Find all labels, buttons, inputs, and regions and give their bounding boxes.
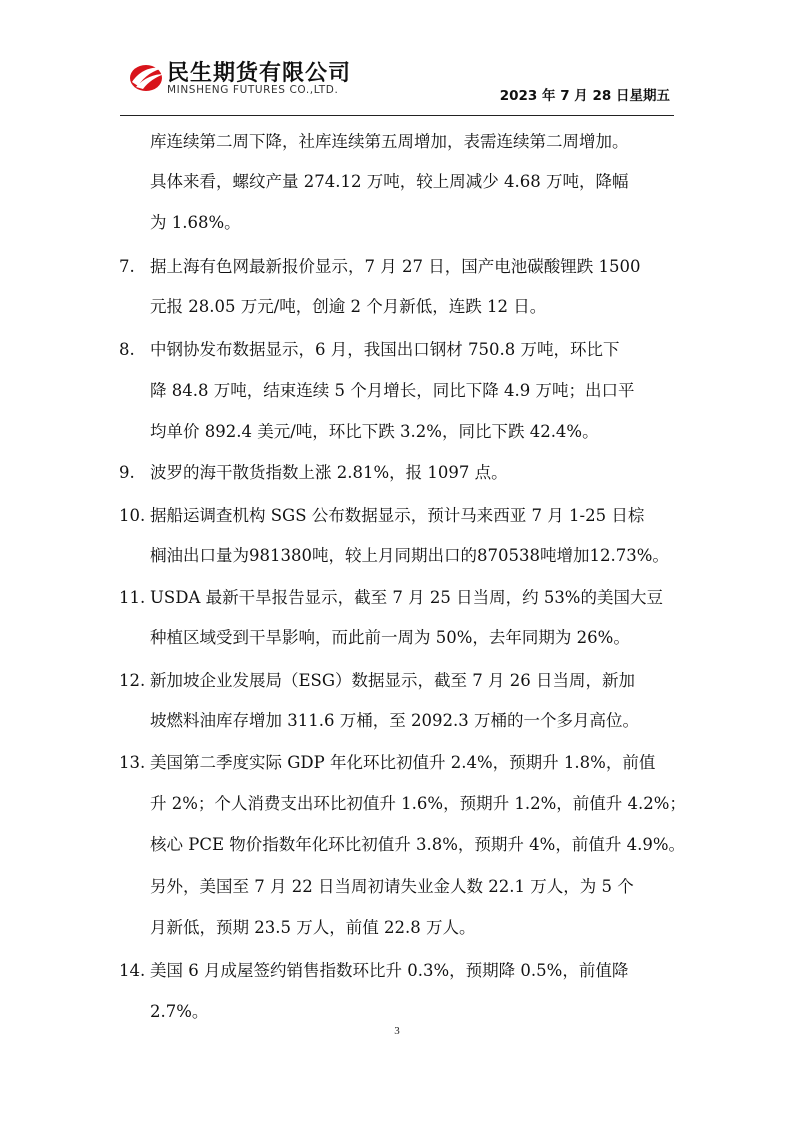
item-number: 11. xyxy=(119,588,146,607)
item-number: 13. xyxy=(119,753,146,772)
paragraph-line: 均单价 892.4 美元/吨，环比下跌 3.2%，同比下跌 42.4%。 xyxy=(150,422,599,441)
item-number: 14. xyxy=(119,961,146,980)
company-name-en: MINSHENG FUTURES CO.,LTD. xyxy=(167,84,339,96)
paragraph-line: 升 2%；个人消费支出环比初值升 1.6%，预期升 1.2%，前值升 4.2%； xyxy=(150,794,686,813)
company-name-cn: 民生期货有限公司 xyxy=(167,61,352,86)
minsheng-logo-icon xyxy=(126,56,166,96)
paragraph-line: 美国第二季度实际 GDP 年化环比初值升 2.4%，预期升 1.8%，前值 xyxy=(150,753,656,772)
paragraph-line: 元报 28.05 万元/吨，创逾 2 个月新低，连跌 12 日。 xyxy=(150,297,547,316)
paragraph-line: 核心 PCE 物价指数年化环比初值升 3.8%，预期升 4%，前值升 4.9%。 xyxy=(150,835,686,854)
paragraph-line: 另外，美国至 7 月 22 日当周初请失业金人数 22.1 万人，为 5 个 xyxy=(150,877,634,896)
paragraph-line: 坡燃料油库存增加 311.6 万桶，至 2092.3 万桶的一个多月高位。 xyxy=(150,711,639,730)
paragraph-line: 中钢协发布数据显示，6 月，我国出口钢材 750.8 万吨，环比下 xyxy=(150,340,620,359)
item-number: 9. xyxy=(119,463,135,482)
paragraph-line: USDA 最新干旱报告显示，截至 7 月 25 日当周，约 53%的美国大豆 xyxy=(150,588,663,607)
paragraph-line: 新加坡企业发展局（ESG）数据显示，截至 7 月 26 日当周，新加 xyxy=(150,671,636,690)
item-number: 12. xyxy=(119,671,146,690)
paragraph-line: 2.7%。 xyxy=(150,1002,209,1021)
paragraph-line: 为 1.68%。 xyxy=(150,213,241,232)
item-number: 7. xyxy=(119,257,135,276)
paragraph-line: 波罗的海干散货指数上涨 2.81%，报 1097 点。 xyxy=(150,463,508,482)
item-number: 10. xyxy=(119,506,146,525)
page-number: 3 xyxy=(394,1025,400,1037)
paragraph-line: 降 84.8 万吨，结束连续 5 个月增长，同比下降 4.9 万吨；出口平 xyxy=(150,381,635,400)
item-number: 8. xyxy=(119,340,135,359)
paragraph-line: 种植区域受到干旱影响，而此前一周为 50%，去年同期为 26%。 xyxy=(150,628,630,647)
paragraph-line: 具体来看，螺纹产量 274.12 万吨，较上周减少 4.68 万吨，降幅 xyxy=(150,172,629,191)
paragraph-line: 据上海有色网最新报价显示，7 月 27 日，国产电池碳酸锂跌 1500 xyxy=(150,257,641,276)
paragraph-line: 据船运调查机构 SGS 公布数据显示，预计马来西亚 7 月 1-25 日棕 xyxy=(150,506,645,525)
report-date: 2023 年 7 月 28 日星期五 xyxy=(499,88,670,104)
header-divider xyxy=(120,115,674,116)
paragraph-line: 月新低，预期 23.5 万人，前值 22.8 万人。 xyxy=(150,918,476,937)
paragraph-line: 美国 6 月成屋签约销售指数环比升 0.3%，预期降 0.5%，前值降 xyxy=(150,961,629,980)
page-header xyxy=(0,0,794,120)
paragraph-line: 榈油出口量为981380吨，较上月同期出口的870538吨增加12.73%。 xyxy=(150,546,669,565)
paragraph-line: 库连续第二周下降，社库连续第五周增加，表需连续第二周增加。 xyxy=(150,132,629,151)
